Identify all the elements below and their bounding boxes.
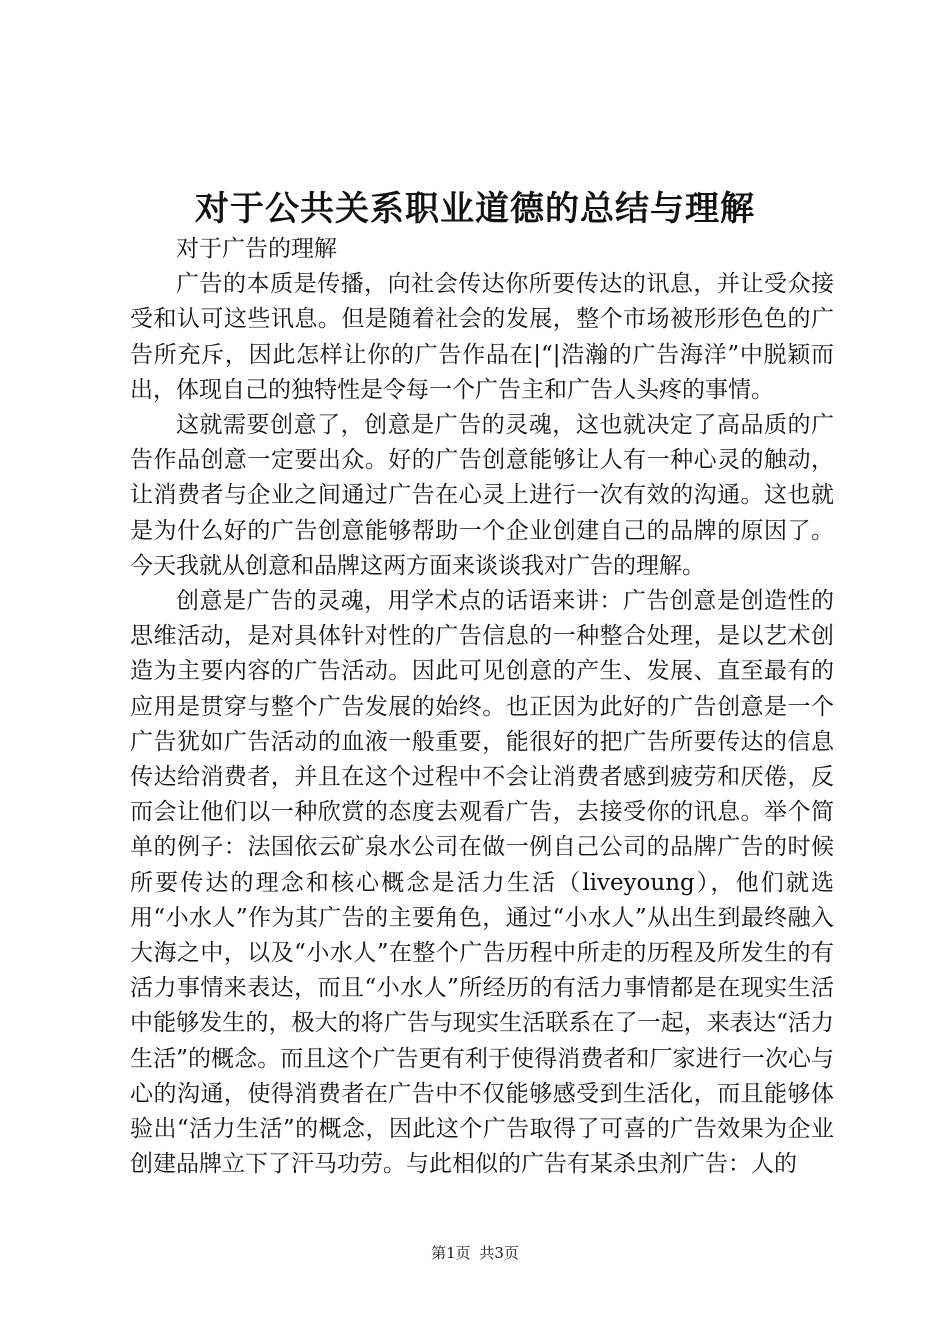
paragraph: 广告的本质是传播，向社会传达你所要传达的讯息，并让受众接受和认可这些讯息。但是随着社会的发展，整个市场被形形色色的广告所充斥，因此怎样让你的广告作品在|“|浩瀚的广告海洋”中脱颖而出，体现自己的独特性是令每一个广告主和广告人头疼的事情。 xyxy=(130,271,834,403)
document-title: 对于公共关系职业道德的总结与理解 xyxy=(195,189,755,229)
page-footer xyxy=(0,1243,950,1263)
page-number: 第1页 xyxy=(431,1244,471,1262)
page-total: 共3页 xyxy=(479,1244,519,1262)
document-body xyxy=(130,232,834,1182)
paragraph-heading: 对于广告的理解 xyxy=(176,236,337,262)
paragraph: 创意是广告的灵魂，用学术点的话语来讲：广告创意是创造性的思维活动，是对具体针对性的广告信息的一种整合处理，是以艺术创造为主要内容的广告活动。因此可见创意的产生、发展、直至最有的应用是贯穿与整个广告发展的始终。也正因为此好的广告创意是一个广告犹如广告活动的血液一般重要，能很好的把广告所要传达的信息传达给消费者，并且在这个过程中不会让消费者感到疲劳和厌倦，反而会让他们以一种欣赏的态度去观看广告，去接受你的讯息。举个简单的例子：法国依云矿泉水公司在做一例自己公司的品牌广告的时候所要传达的理念和核心概念是活力生活（liveyoung），他们就选用“小水人”作为其广告的主要角色，通过“小水人”从出生到最终融入大海之中，以及“小水人”在整个广告历程中所走的历程及所发生的有活力事情来表达，而且“小水人”所经历的有活力事情都是在现实生活中能够发生的，极大的将广告与现实生活联系在了一起，来表达“活力生活”的概念。而且这个广告更有利于使得消费者和厂家进行一次心与心的沟通，使得消费者在广告中不仅能够感受到生活化，而且能够体验出“活力生活”的概念，因此这个广告取得了可喜的广告效果为企业创建品牌立下了汗马功劳。与此相似的广告有某杀虫剂广告：人的 xyxy=(130,588,834,1178)
paragraph: 这就需要创意了，创意是广告的灵魂，这也就决定了高品质的广告作品创意一定要出众。好的广告创意能够让人有一种心灵的触动，让消费者与企业之间通过广告在心灵上进行一次有效的沟通。这也就是为什么好的广告创意能够帮助一个企业创建自己的品牌的原因了。今天我就从创意和品牌这两方面来谈谈我对广告的理解。 xyxy=(130,412,834,579)
